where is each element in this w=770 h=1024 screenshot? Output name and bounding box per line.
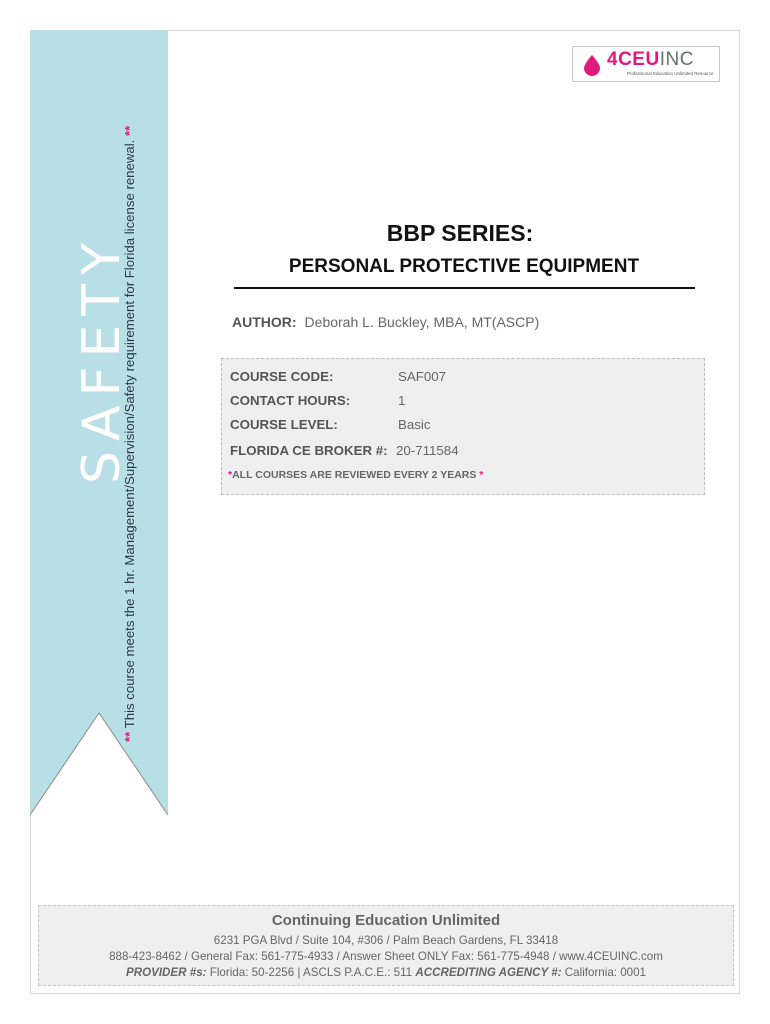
contact-hours-label: CONTACT HOURS:	[230, 393, 351, 408]
footer-contact: 888-423-8462 / General Fax: 561-775-4933 / Answer Sheet ONLY Fax: 561-775-4948 / www.4CEUINC.com	[109, 950, 663, 963]
company-logo	[572, 46, 720, 82]
footer-address: 6231 PGA Blvd / Suite 104, #306 / Palm Beach Gardens, FL 33418	[213, 934, 559, 947]
drop-icon	[583, 54, 601, 76]
course-code-label: COURSE CODE:	[230, 369, 334, 384]
agency-value: California: 0001	[561, 966, 647, 979]
provider-value: Florida: 50-2256 | ASCLS P.A.C.E.: 511	[206, 966, 416, 979]
course-title: PERSONAL PROTECTIVE EQUIPMENT	[288, 256, 640, 277]
author-line	[232, 314, 539, 330]
note-asterisks-left: **	[122, 731, 137, 742]
agency-label: ACCREDITING AGENCY #:	[415, 966, 562, 979]
author-label: AUTHOR:	[232, 314, 297, 330]
footer-org-name: Continuing Education Unlimited	[271, 912, 501, 929]
note-asterisks-right: **	[122, 125, 137, 137]
review-note: *ALL COURSES ARE REVIEWED EVERY 2 YEARS *	[228, 469, 484, 481]
provider-label: PROVIDER #s:	[125, 966, 207, 979]
ce-broker-value: 20-711584	[396, 443, 459, 458]
course-code-value: SAF007	[398, 369, 447, 384]
contact-hours-value: 1	[398, 393, 406, 408]
course-level-label: COURSE LEVEL:	[230, 417, 338, 432]
footer-contact-box	[38, 905, 734, 986]
note-text: This course meets the 1 hr. Management/Supervision/Safety requirement for Florida license renewal.	[122, 136, 137, 732]
logo-tagline: Professional Education Unlimited Resource	[627, 71, 714, 76]
author-name: Deborah L. Buckley, MBA, MT(ASCP)	[304, 314, 540, 330]
footer-accreditation	[39, 966, 733, 979]
logo-brand: 4CEUINC	[607, 49, 694, 70]
ribbon-safety-word: SAFETY	[72, 234, 132, 484]
course-level-value: Basic	[398, 417, 431, 432]
course-info-box	[221, 358, 705, 495]
ribbon-requirement-note	[122, 62, 137, 742]
series-heading: BBP SERIES:	[386, 220, 534, 246]
ce-broker-label: FLORIDA CE BROKER #:	[230, 443, 388, 458]
title-divider	[234, 287, 695, 289]
